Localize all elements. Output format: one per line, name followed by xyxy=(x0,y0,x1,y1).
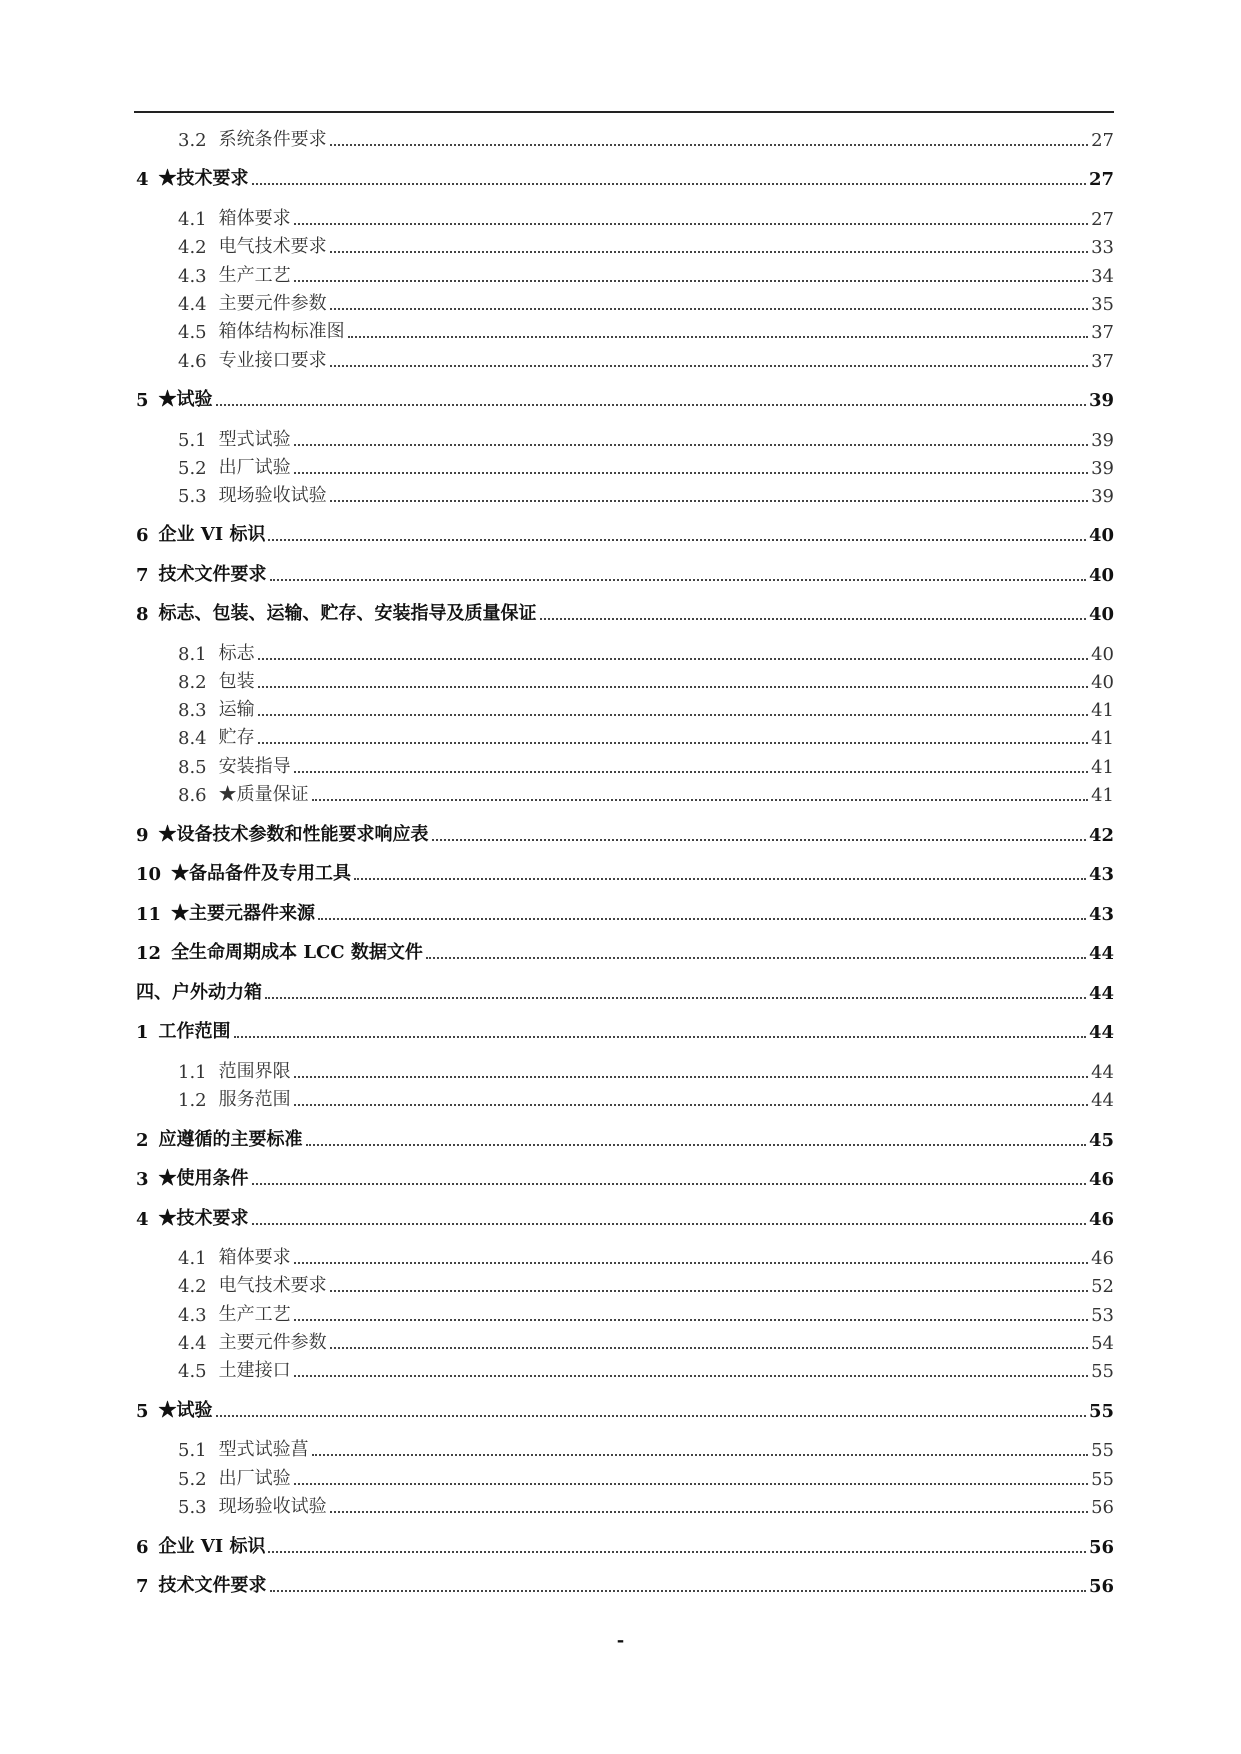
toc-entry-title: 现场验收试验 xyxy=(218,1496,327,1517)
toc-entry[interactable] xyxy=(0,978,1241,1004)
dot-leader xyxy=(312,799,1088,801)
toc-entry[interactable] xyxy=(0,1164,1241,1190)
toc-entry-page-number: 46 xyxy=(1091,1248,1114,1269)
dot-leader xyxy=(258,686,1088,688)
dot-leader xyxy=(294,444,1088,446)
dot-leader xyxy=(294,1375,1088,1377)
dot-leader xyxy=(432,839,1086,841)
toc-entry-number: 5.3 xyxy=(178,486,207,507)
toc-entry-number: 5 xyxy=(136,390,149,411)
dot-leader xyxy=(426,957,1086,959)
toc-entry[interactable] xyxy=(0,1396,1241,1422)
toc-entry[interactable] xyxy=(0,1243,1241,1269)
toc-entry-page-number: 40 xyxy=(1088,565,1114,586)
dot-leader xyxy=(330,1290,1088,1292)
toc-entry[interactable] xyxy=(0,125,1241,151)
toc-entry-title: 系统条件要求 xyxy=(218,129,327,150)
toc-entry-title: 电气技术要求 xyxy=(218,1275,327,1296)
toc-entry-title: 企业 VI 标识 xyxy=(158,524,266,545)
toc-entry[interactable] xyxy=(0,1204,1241,1230)
toc-entry-page-number: 44 xyxy=(1091,1090,1114,1111)
dot-leader xyxy=(354,878,1086,880)
toc-entry-title: 运输 xyxy=(218,699,255,720)
toc-entry-title: 工作范围 xyxy=(158,1021,231,1042)
toc-entry[interactable] xyxy=(0,453,1241,479)
toc-entry-page-number: 55 xyxy=(1091,1361,1114,1382)
toc-entry-page-number: 40 xyxy=(1091,672,1114,693)
toc-entry-number: 4 xyxy=(136,1209,149,1230)
toc-entry[interactable] xyxy=(0,1085,1241,1111)
toc-entry-number: 8.1 xyxy=(178,644,207,665)
toc-entry[interactable] xyxy=(0,1057,1241,1083)
dot-leader xyxy=(294,223,1088,225)
dot-leader xyxy=(294,280,1088,282)
toc-entry-title: ★技术要求 xyxy=(158,168,249,189)
dot-leader xyxy=(234,1036,1086,1038)
toc-entry-page-number: 40 xyxy=(1091,644,1114,665)
dot-leader xyxy=(216,1415,1086,1417)
dot-leader xyxy=(270,1590,1086,1592)
toc-entry-title: 现场验收试验 xyxy=(218,485,327,506)
dot-leader xyxy=(216,404,1086,406)
toc-entry-title: 标志、包装、运输、贮存、安装指导及质量保证 xyxy=(158,603,537,624)
toc-entry-page-number: 43 xyxy=(1088,864,1114,885)
toc-entry[interactable] xyxy=(0,481,1241,507)
toc-entry[interactable] xyxy=(0,520,1241,546)
toc-entry-number: 4 xyxy=(136,169,149,190)
toc-entry-page-number: 42 xyxy=(1088,825,1114,846)
dot-leader xyxy=(268,1551,1085,1553)
toc-entry-page-number: 45 xyxy=(1088,1130,1114,1151)
toc-entry-number: 5.2 xyxy=(178,458,207,479)
toc-entry-page-number: 53 xyxy=(1091,1305,1114,1326)
toc-entry-page-number: 41 xyxy=(1091,700,1114,721)
dot-leader xyxy=(258,658,1088,660)
toc-entry[interactable] xyxy=(0,899,1241,925)
toc-entry-title: 贮存 xyxy=(218,727,255,748)
dot-leader xyxy=(258,742,1088,744)
toc-entry[interactable] xyxy=(0,1356,1241,1382)
toc-entry-title: 电气技术要求 xyxy=(218,236,327,257)
toc-entry-title: 服务范围 xyxy=(218,1089,291,1110)
toc-entry[interactable] xyxy=(0,752,1241,778)
dot-leader xyxy=(294,472,1088,474)
toc-entry[interactable] xyxy=(0,667,1241,693)
toc-entry-title: 专业接口要求 xyxy=(218,350,327,371)
toc-entry[interactable] xyxy=(0,639,1241,665)
toc-entry-title: 型式试验菖 xyxy=(218,1439,309,1460)
toc-entry[interactable] xyxy=(0,1328,1241,1354)
toc-entry-title: ★使用条件 xyxy=(158,1168,249,1189)
dot-leader xyxy=(330,1511,1088,1513)
dot-leader xyxy=(252,183,1086,185)
toc-entry-title: 全生命周期成本 LCC 数据文件 xyxy=(171,942,423,963)
toc-entry-number: 12 xyxy=(136,943,162,964)
toc-entry-number: 4.5 xyxy=(178,322,207,343)
toc-entry-number: 4.1 xyxy=(178,209,207,230)
toc-entry[interactable] xyxy=(0,560,1241,586)
toc-entry-page-number: 27 xyxy=(1091,209,1114,230)
toc-entry-title: 箱体要求 xyxy=(218,1247,291,1268)
toc-entry-page-number: 35 xyxy=(1091,294,1114,315)
toc-entry-number: 4.6 xyxy=(178,351,207,372)
toc-entry-number: 3.2 xyxy=(178,130,207,151)
toc-entry-title: 技术文件要求 xyxy=(158,564,267,585)
toc-entry-number: 4.5 xyxy=(178,1361,207,1382)
toc-entry-title: 主要元件参数 xyxy=(218,293,327,314)
toc-entry-number: 1.2 xyxy=(178,1090,207,1111)
page-footer-marker: - xyxy=(616,1630,625,1651)
toc-entry[interactable] xyxy=(0,780,1241,806)
toc-entry[interactable] xyxy=(0,261,1241,287)
toc-entry-number: 8.3 xyxy=(178,700,207,721)
toc-entry-title: 出厂试验 xyxy=(218,1468,291,1489)
toc-entry-number: 5.1 xyxy=(178,430,207,451)
toc-entry-page-number: 33 xyxy=(1091,237,1114,258)
toc-entry-title: 型式试验 xyxy=(218,429,291,450)
dot-leader xyxy=(330,500,1088,502)
toc-entry[interactable] xyxy=(0,1300,1241,1326)
toc-entry-number: 11 xyxy=(136,904,162,925)
toc-entry-title: ★试验 xyxy=(158,1400,213,1421)
dot-leader xyxy=(330,251,1088,253)
toc-entry-page-number: 39 xyxy=(1091,458,1114,479)
dot-leader xyxy=(294,1076,1088,1078)
toc-entry[interactable] xyxy=(0,1571,1241,1597)
toc-entry[interactable] xyxy=(0,1271,1241,1297)
toc-entry-page-number: 39 xyxy=(1091,430,1114,451)
toc-entry-page-number: 40 xyxy=(1088,525,1114,546)
toc-entry[interactable] xyxy=(0,425,1241,451)
toc-entry[interactable] xyxy=(0,1125,1241,1151)
toc-entry-title: 生产工艺 xyxy=(218,1304,291,1325)
dot-leader xyxy=(294,1319,1088,1321)
toc-entry-number: 3 xyxy=(136,1169,149,1190)
toc-entry-title: ★主要元器件来源 xyxy=(171,903,316,924)
toc-entry-number: 5.2 xyxy=(178,1469,207,1490)
toc-entry-number: 4.3 xyxy=(178,1305,207,1326)
toc-entry[interactable] xyxy=(0,317,1241,343)
toc-entry-number: 7 xyxy=(136,565,149,586)
dot-leader xyxy=(294,1104,1088,1106)
toc-entry-page-number: 34 xyxy=(1091,266,1114,287)
toc-entry-title: 主要元件参数 xyxy=(218,1332,327,1353)
toc-entry-number: 10 xyxy=(136,864,162,885)
toc-entry-title: 范围界限 xyxy=(218,1061,291,1082)
toc-entry-number: 4.3 xyxy=(178,266,207,287)
toc-entry-number: 4.1 xyxy=(178,1248,207,1269)
toc-entry[interactable] xyxy=(0,859,1241,885)
toc-entry-page-number: 37 xyxy=(1091,351,1114,372)
toc-entry-title: 土建接口 xyxy=(218,1360,291,1381)
toc-entry-page-number: 55 xyxy=(1091,1469,1114,1490)
dot-leader xyxy=(330,1347,1088,1349)
toc-entry-title: 四、户外动力箱 xyxy=(136,982,262,1003)
toc-entry-page-number: 46 xyxy=(1088,1169,1114,1190)
toc-entry[interactable] xyxy=(0,695,1241,721)
toc-entry-number: 9 xyxy=(136,825,149,846)
toc-entry-title: ★备品备件及专用工具 xyxy=(171,863,352,884)
toc-entry-number: 7 xyxy=(136,1576,149,1597)
toc-entry-title: ★技术要求 xyxy=(158,1208,249,1229)
toc-entry[interactable] xyxy=(0,599,1241,625)
toc-entry[interactable] xyxy=(0,938,1241,964)
toc-entry-page-number: 44 xyxy=(1088,943,1114,964)
toc-entry-page-number: 44 xyxy=(1088,983,1114,1004)
toc-entry-number: 8.4 xyxy=(178,728,207,749)
dot-leader xyxy=(540,618,1086,620)
toc-entry-title: 生产工艺 xyxy=(218,265,291,286)
toc-entry-title: 箱体要求 xyxy=(218,208,291,229)
toc-entry[interactable] xyxy=(0,1492,1241,1518)
toc-entry-number: 6 xyxy=(136,525,149,546)
toc-entry-number: 1.1 xyxy=(178,1062,207,1083)
toc-entry-page-number: 41 xyxy=(1091,757,1114,778)
toc-entry-page-number: 40 xyxy=(1088,604,1114,625)
toc-entry-title: 出厂试验 xyxy=(218,457,291,478)
toc-entry-title: 企业 VI 标识 xyxy=(158,1536,266,1557)
dot-leader xyxy=(252,1223,1086,1225)
dot-leader xyxy=(330,365,1088,367)
dot-leader xyxy=(318,918,1086,920)
toc-entry-number: 5 xyxy=(136,1401,149,1422)
toc-entry-page-number: 41 xyxy=(1091,728,1114,749)
dot-leader xyxy=(258,714,1088,716)
toc-entry-page-number: 27 xyxy=(1091,130,1114,151)
toc-entry-page-number: 56 xyxy=(1088,1537,1114,1558)
toc-entry[interactable] xyxy=(0,723,1241,749)
toc-entry-page-number: 37 xyxy=(1091,322,1114,343)
toc-entry-page-number: 52 xyxy=(1091,1276,1114,1297)
dot-leader xyxy=(330,144,1088,146)
toc-entry-page-number: 55 xyxy=(1088,1401,1114,1422)
toc-entry-page-number: 54 xyxy=(1091,1333,1114,1354)
toc-entry-title: 箱体结构标准图 xyxy=(218,321,345,342)
toc-entry-page-number: 27 xyxy=(1088,169,1114,190)
toc-entry-number: 1 xyxy=(136,1022,149,1043)
dot-leader xyxy=(268,539,1085,541)
dot-leader xyxy=(270,579,1086,581)
toc-entry-title: ★试验 xyxy=(158,389,213,410)
toc-entry-number: 8.5 xyxy=(178,757,207,778)
toc-entry-page-number: 43 xyxy=(1088,904,1114,925)
toc-entry-number: 8.6 xyxy=(178,785,207,806)
dot-leader xyxy=(252,1183,1086,1185)
toc-entry-number: 8 xyxy=(136,604,149,625)
toc-entry-number: 4.4 xyxy=(178,1333,207,1354)
toc-entry-page-number: 41 xyxy=(1091,785,1114,806)
toc-entry-title: 应遵循的主要标准 xyxy=(158,1129,303,1150)
toc-entry-title: 安装指导 xyxy=(218,756,291,777)
toc-entry-page-number: 44 xyxy=(1091,1062,1114,1083)
toc-entry-page-number: 39 xyxy=(1088,390,1114,411)
toc-entry-number: 2 xyxy=(136,1130,149,1151)
toc-entry-number: 4.2 xyxy=(178,237,207,258)
toc-entry-page-number: 44 xyxy=(1088,1022,1114,1043)
toc-entry-number: 4.2 xyxy=(178,1276,207,1297)
toc-entry-page-number: 56 xyxy=(1091,1497,1114,1518)
toc-entry-page-number: 39 xyxy=(1091,486,1114,507)
dot-leader xyxy=(348,336,1088,338)
dot-leader xyxy=(330,308,1088,310)
dot-leader xyxy=(294,1483,1088,1485)
toc-entry[interactable] xyxy=(0,1464,1241,1490)
toc-entry-number: 5.1 xyxy=(178,1440,207,1461)
dot-leader xyxy=(312,1454,1088,1456)
toc-entry[interactable] xyxy=(0,232,1241,258)
toc-entry-title: 包装 xyxy=(218,671,255,692)
toc-entry-title: ★质量保证 xyxy=(218,784,309,805)
toc-entry-page-number: 46 xyxy=(1088,1209,1114,1230)
toc-entry-number: 5.3 xyxy=(178,1497,207,1518)
toc-entry[interactable] xyxy=(0,346,1241,372)
toc-entry[interactable] xyxy=(0,1017,1241,1043)
toc-entry-number: 4.4 xyxy=(178,294,207,315)
toc-entry[interactable] xyxy=(0,164,1241,190)
toc-entry[interactable] xyxy=(0,204,1241,230)
dot-leader xyxy=(294,1262,1088,1264)
toc-entry-title: 技术文件要求 xyxy=(158,1575,267,1596)
toc-entry-page-number: 56 xyxy=(1088,1576,1114,1597)
toc-entry[interactable] xyxy=(0,1532,1241,1558)
toc-entry[interactable] xyxy=(0,1435,1241,1461)
toc-entry[interactable] xyxy=(0,289,1241,315)
toc-entry-title: ★设备技术参数和性能要求响应表 xyxy=(158,824,429,845)
toc-entry-number: 6 xyxy=(136,1537,149,1558)
dot-leader xyxy=(306,1144,1086,1146)
toc-entry-number: 8.2 xyxy=(178,672,207,693)
toc-entry-page-number: 55 xyxy=(1091,1440,1114,1461)
toc-entry-title: 标志 xyxy=(218,643,255,664)
toc-entry[interactable] xyxy=(0,385,1241,411)
dot-leader xyxy=(265,997,1086,999)
toc-entry[interactable] xyxy=(0,820,1241,846)
dot-leader xyxy=(294,771,1088,773)
